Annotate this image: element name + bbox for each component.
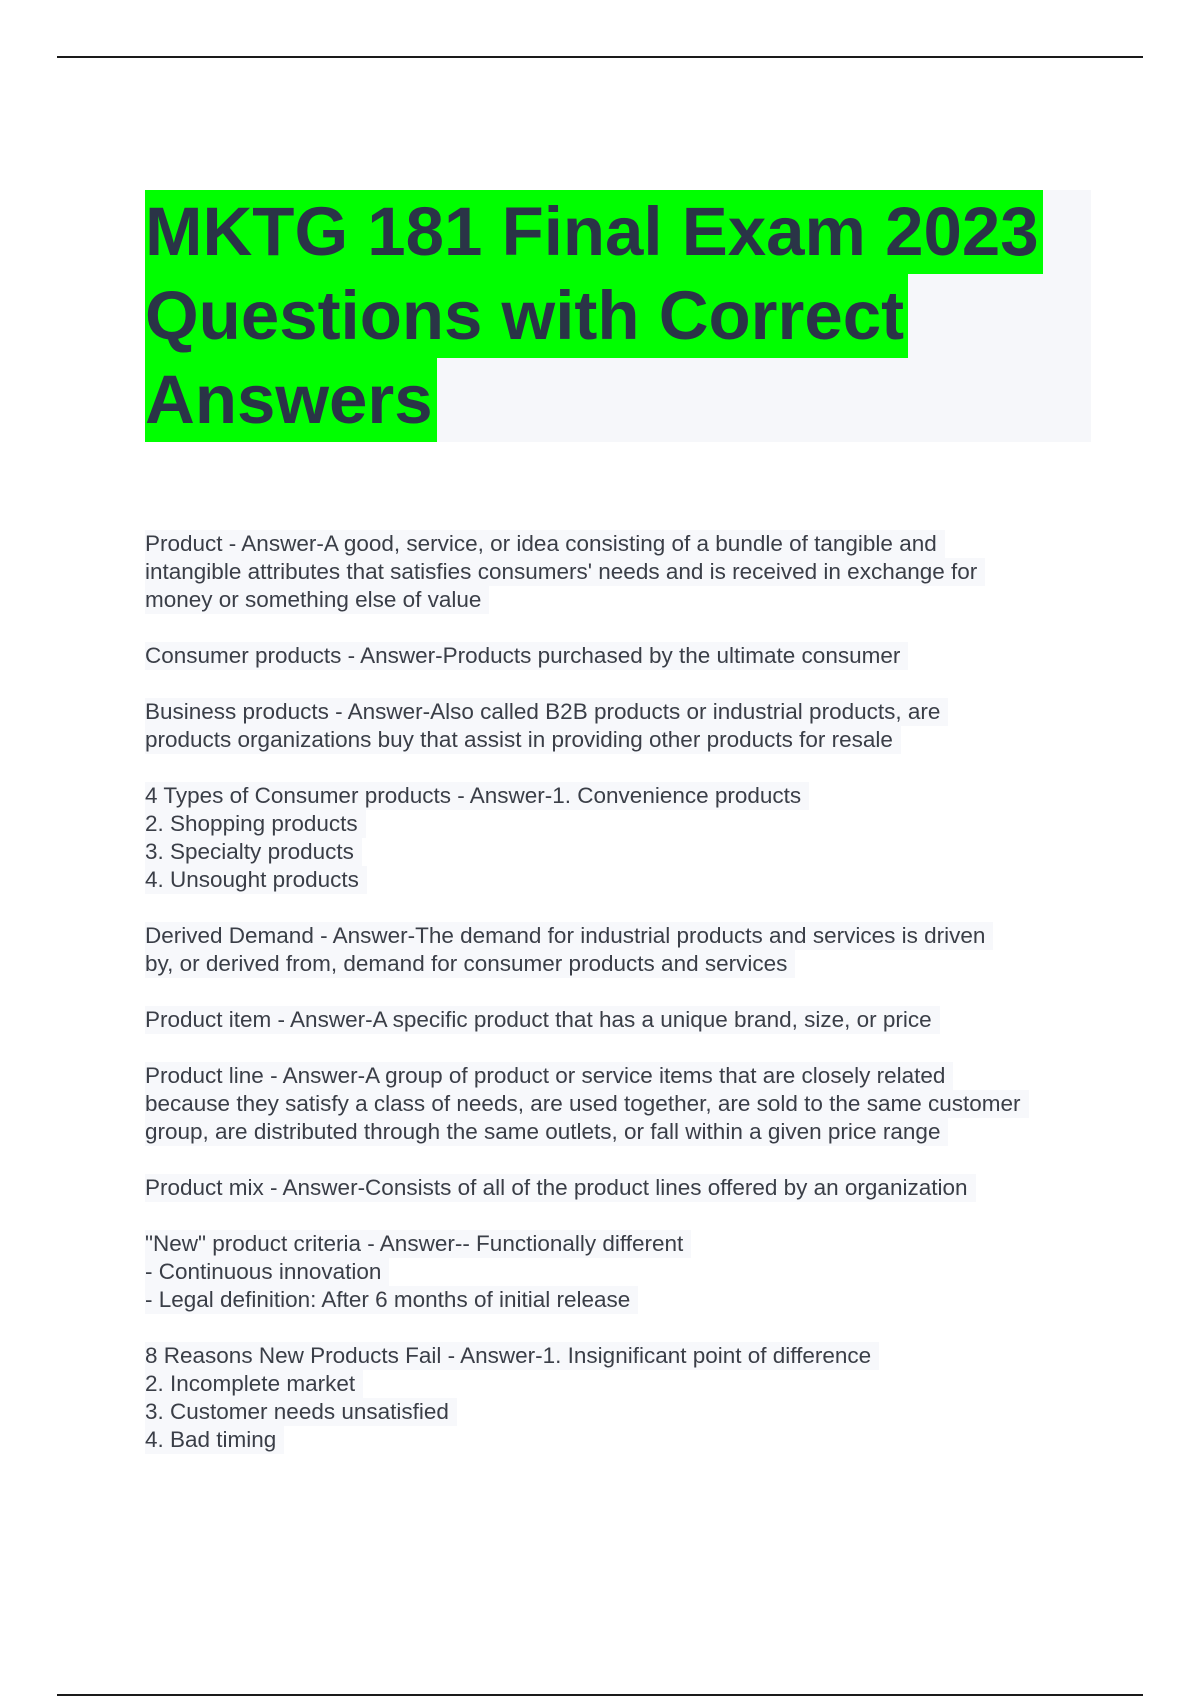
- qa-entry-line: "New" product criteria - Answer-- Functionally different: [145, 1230, 691, 1258]
- qa-entry: [145, 782, 1095, 894]
- top-rule: [57, 56, 1143, 58]
- qa-entry: [145, 642, 1095, 670]
- qa-entries: [145, 530, 1095, 1482]
- qa-entry-line: 2. Shopping products: [145, 810, 366, 838]
- qa-entry: [145, 1062, 1095, 1146]
- qa-entry: [145, 1174, 1095, 1202]
- qa-entry-line: 3. Specialty products: [145, 838, 362, 866]
- title-line-2: Questions with Correct: [145, 274, 908, 358]
- qa-entry-line: 3. Customer needs unsatisfied: [145, 1398, 457, 1426]
- qa-entry: [145, 1342, 1095, 1454]
- qa-entry-line: 4 Types of Consumer products - Answer-1. Convenience products: [145, 782, 809, 810]
- qa-entry: [145, 530, 1095, 614]
- qa-entry-line: intangible attributes that satisfies consumers' needs and is received in exchange for: [145, 558, 985, 586]
- qa-entry: [145, 698, 1095, 754]
- qa-entry-line: - Continuous innovation: [145, 1258, 389, 1286]
- qa-entry-line: Derived Demand - Answer-The demand for industrial products and services is driven: [145, 922, 993, 950]
- qa-entry-line: Product item - Answer-A specific product that has a unique brand, size, or price: [145, 1006, 940, 1034]
- qa-entry: [145, 1230, 1095, 1314]
- title-line-1: MKTG 181 Final Exam 2023: [145, 190, 1043, 274]
- qa-entry-line: 4. Bad timing: [145, 1426, 284, 1454]
- qa-entry-line: Product line - Answer-A group of product or service items that are closely related: [145, 1062, 953, 1090]
- qa-entry-line: because they satisfy a class of needs, are used together, are sold to the same customer: [145, 1090, 1029, 1118]
- qa-entry-line: Product - Answer-A good, service, or idea consisting of a bundle of tangible and: [145, 530, 945, 558]
- qa-entry-line: 4. Unsought products: [145, 866, 367, 894]
- qa-entry-line: 2. Incomplete market: [145, 1370, 363, 1398]
- qa-entry-line: money or something else of value: [145, 586, 489, 614]
- qa-entry-line: Business products - Answer-Also called B2B products or industrial products, are: [145, 698, 948, 726]
- qa-entry-line: - Legal definition: After 6 months of initial release: [145, 1286, 638, 1314]
- qa-entry-line: Consumer products - Answer-Products purchased by the ultimate consumer: [145, 642, 908, 670]
- qa-entry-line: group, are distributed through the same outlets, or fall within a given price range: [145, 1118, 948, 1146]
- title-line-3: Answers: [145, 358, 437, 442]
- qa-entry: [145, 1006, 1095, 1034]
- bottom-rule: [57, 1694, 1143, 1696]
- qa-entry: [145, 922, 1095, 978]
- qa-entry-line: Product mix - Answer-Consists of all of the product lines offered by an organization: [145, 1174, 976, 1202]
- qa-entry-line: 8 Reasons New Products Fail - Answer-1. Insignificant point of difference: [145, 1342, 879, 1370]
- qa-entry-line: by, or derived from, demand for consumer products and services: [145, 950, 795, 978]
- qa-entry-line: products organizations buy that assist in providing other products for resale: [145, 726, 901, 754]
- document-title: [145, 190, 1105, 442]
